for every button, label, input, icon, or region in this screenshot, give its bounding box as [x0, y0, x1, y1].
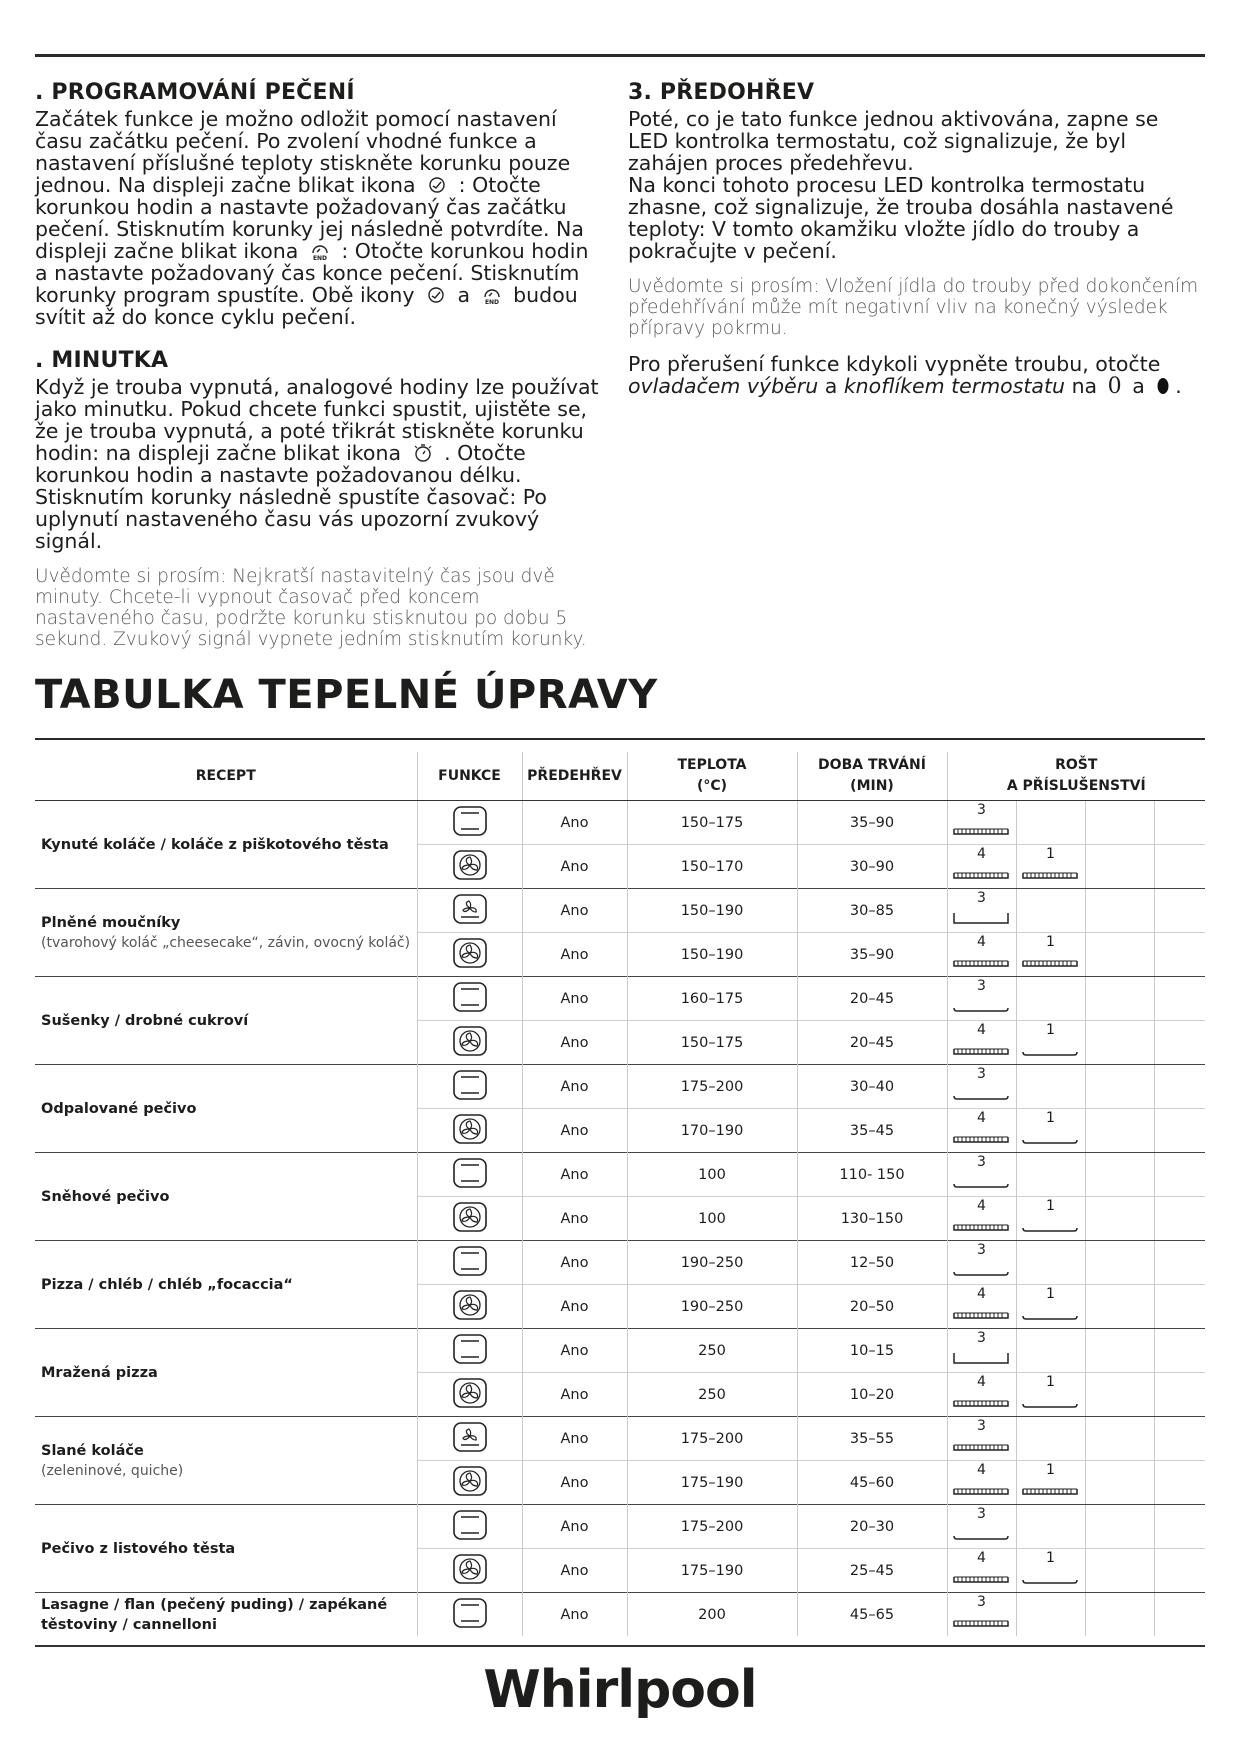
rack-slot	[1017, 1109, 1086, 1152]
rack-slot-empty	[1017, 1065, 1086, 1108]
section-title: 3. PŘEDOHŘEV	[628, 80, 815, 105]
conventional-function-icon	[451, 1068, 489, 1102]
rack-slot	[948, 1197, 1017, 1240]
temperature-value: 160–175	[627, 977, 797, 1021]
rack-slot	[948, 801, 1017, 844]
table-row	[35, 1153, 1205, 1197]
section-title: . PROGRAMOVÁNÍ PEČENÍ	[35, 80, 355, 105]
right-column	[628, 80, 1203, 418]
recipe-name: Mražená pizza	[35, 1329, 417, 1417]
rack-level: 1	[1046, 846, 1055, 862]
function-cell	[417, 1197, 522, 1241]
rack-cell	[947, 933, 1205, 977]
rack-slot-empty	[1017, 1417, 1086, 1460]
header-function: FUNKCE	[417, 752, 522, 801]
recipe-name: Sněhové pečivo	[35, 1153, 417, 1241]
rack-level: 1	[1046, 1374, 1055, 1390]
fan-function-icon	[451, 1200, 489, 1234]
table-row	[35, 1417, 1205, 1461]
rack-slot-empty	[1017, 889, 1086, 932]
timer-icon	[412, 443, 434, 463]
preheat-value: Ano	[522, 1021, 627, 1065]
fan-function-icon	[451, 1376, 489, 1410]
rack-cell	[947, 1593, 1205, 1637]
header-temperature: TEPLOTA (°C)	[627, 752, 797, 801]
rack-level: 1	[1046, 1550, 1055, 1566]
rack-cell	[947, 1153, 1205, 1197]
rack-slot-empty	[1086, 1329, 1155, 1372]
function-cell	[417, 977, 522, 1021]
preheat-value: Ano	[522, 1153, 627, 1197]
table-row	[35, 889, 1205, 933]
rack-level: 1	[1046, 1110, 1055, 1126]
end-time-icon	[481, 285, 503, 305]
preheat-value: Ano	[522, 1329, 627, 1373]
conventional-function-icon	[451, 1508, 489, 1542]
duration-value: 10–15	[797, 1329, 947, 1373]
fan-function-icon	[451, 848, 489, 882]
preheat-value: Ano	[522, 801, 627, 845]
duration-value: 35–45	[797, 1109, 947, 1153]
recipe-name: Slané koláče (zeleninové, quiche)	[35, 1417, 417, 1505]
function-cell	[417, 1153, 522, 1197]
header-duration: DOBA TRVÁNÍ (MIN)	[797, 752, 947, 801]
fan-function-icon	[451, 1552, 489, 1586]
recipe-name: Pizza / chléb / chléb „focaccia“	[35, 1241, 417, 1329]
rack-slot	[948, 1153, 1017, 1196]
rack-cell	[947, 1241, 1205, 1285]
preheat-value: Ano	[522, 977, 627, 1021]
rack-slot-empty	[1017, 1241, 1086, 1284]
conventional-function-icon	[451, 1332, 489, 1366]
preheat-value: Ano	[522, 845, 627, 889]
temperature-value: 250	[627, 1329, 797, 1373]
duration-value: 130–150	[797, 1197, 947, 1241]
duration-value: 20–50	[797, 1285, 947, 1329]
rack-level: 1	[1046, 1198, 1055, 1214]
function-cell	[417, 1021, 522, 1065]
rack-slot-empty	[1017, 1505, 1086, 1548]
rack-slot-empty	[1086, 1197, 1155, 1240]
duration-value: 35–55	[797, 1417, 947, 1461]
start-time-icon	[426, 175, 448, 195]
function-cell	[417, 1285, 522, 1329]
fan-function-icon	[451, 936, 489, 970]
rack-slot-empty	[1086, 1461, 1155, 1504]
rack-slot-empty	[1086, 845, 1155, 888]
duration-value: 30–40	[797, 1065, 947, 1109]
rack-level: 4	[977, 934, 986, 950]
rack-cell	[947, 1197, 1205, 1241]
table-row	[35, 1593, 1205, 1637]
rack-slot	[948, 1373, 1017, 1416]
rack-cell	[947, 889, 1205, 933]
temperature-value: 100	[627, 1197, 797, 1241]
left-column	[35, 80, 600, 670]
rack-slot	[948, 977, 1017, 1020]
preheat-value: Ano	[522, 1417, 627, 1461]
conventional-function-icon	[451, 1596, 489, 1630]
duration-value: 110- 150	[797, 1153, 947, 1197]
table-row	[35, 1241, 1205, 1285]
rack-level: 1	[1046, 1286, 1055, 1302]
section-programovani	[35, 80, 600, 328]
table-header-row	[35, 752, 1205, 801]
recipe-name: Kynuté koláče / koláče z piškotového těsta	[41, 836, 389, 853]
duration-value: 20–45	[797, 1021, 947, 1065]
rack-slot-empty	[1017, 1329, 1086, 1372]
svg-text:END: END	[484, 299, 499, 305]
rack-slot-empty	[1086, 1021, 1155, 1064]
rack-cell	[947, 1109, 1205, 1153]
rack-level: 3	[977, 1594, 986, 1610]
rack-cell	[947, 1065, 1205, 1109]
rack-slot	[1017, 1285, 1086, 1328]
rack-slot	[948, 1461, 1017, 1504]
temperature-value: 175–200	[627, 1417, 797, 1461]
function-cell	[417, 889, 522, 933]
function-cell	[417, 1373, 522, 1417]
duration-value: 45–60	[797, 1461, 947, 1505]
rack-level: 4	[977, 1286, 986, 1302]
duration-value: 10–20	[797, 1373, 947, 1417]
rack-level: 3	[977, 802, 986, 818]
rack-slot	[1017, 845, 1086, 888]
temperature-value: 200	[627, 1593, 797, 1637]
duration-value: 12–50	[797, 1241, 947, 1285]
table-row	[35, 801, 1205, 845]
function-cell	[417, 933, 522, 977]
duration-value: 20–45	[797, 977, 947, 1021]
function-cell	[417, 1593, 522, 1637]
temperature-value: 100	[627, 1153, 797, 1197]
preheat-value: Ano	[522, 1285, 627, 1329]
preheat-value: Ano	[522, 1549, 627, 1593]
rack-slot-empty	[1086, 1417, 1155, 1460]
footer-rule	[35, 1645, 1205, 1647]
rack-slot	[948, 1285, 1017, 1328]
rack-slot	[948, 1505, 1017, 1548]
rack-slot-empty	[1086, 801, 1155, 844]
preheat-value: Ano	[522, 1505, 627, 1549]
rack-level: 1	[1046, 934, 1055, 950]
knob-zero-position: 0	[1107, 374, 1122, 399]
temperature-value: 150–190	[627, 933, 797, 977]
duration-value: 35–90	[797, 801, 947, 845]
fan-function-icon	[451, 1112, 489, 1146]
table-title-rule	[35, 738, 1205, 740]
rack-slot-empty	[1086, 889, 1155, 932]
temperature-value: 190–250	[627, 1241, 797, 1285]
duration-value: 30–85	[797, 889, 947, 933]
rack-slot-empty	[1086, 1505, 1155, 1548]
table-row	[35, 1505, 1205, 1549]
rack-level: 4	[977, 1462, 986, 1478]
header-recipe: RECEPT	[35, 752, 417, 801]
rack-level: 3	[977, 1506, 986, 1522]
rack-cell	[947, 1329, 1205, 1373]
fan-function-icon	[451, 1288, 489, 1322]
rack-slot	[1017, 1021, 1086, 1064]
rack-cell	[947, 845, 1205, 889]
rack-slot	[1017, 1461, 1086, 1504]
temperature-value: 175–200	[627, 1065, 797, 1109]
rack-cell	[947, 1285, 1205, 1329]
preheat-value: Ano	[522, 1241, 627, 1285]
rack-slot-empty	[1086, 1153, 1155, 1196]
rack-slot	[948, 1329, 1017, 1372]
temperature-value: 175–190	[627, 1549, 797, 1593]
table-row	[35, 1065, 1205, 1109]
preheat-value: Ano	[522, 1461, 627, 1505]
function-cell	[417, 1065, 522, 1109]
rack-cell	[947, 1461, 1205, 1505]
fan-function-icon	[451, 1024, 489, 1058]
duration-value: 20–30	[797, 1505, 947, 1549]
rack-slot	[948, 1065, 1017, 1108]
temperature-value: 175–190	[627, 1461, 797, 1505]
section-body: Když je trouba vypnutá, analogové hodiny lze používat jako minutku. Pokud chcete funkci spustit, ujistěte se, že je trouba vypnutá, a poté třikrát stiskněte korunku hodin: na displeji začne blikat ikona . Otočte korunkou hodin a nastavte požadovanou délku. Stisknutím korunky následně spustíte časovač: Po uplynutí nastaveného času vás upozorní zvukový signál.	[35, 375, 599, 553]
section-minutka	[35, 348, 600, 650]
header-rack: ROŠT A PŘÍSLUŠENSTVÍ	[947, 752, 1205, 801]
header-preheat: PŘEDEHŘEV	[522, 752, 627, 801]
rack-cell	[947, 977, 1205, 1021]
function-cell	[417, 1417, 522, 1461]
fan-function-icon	[451, 1464, 489, 1498]
table-title: TABULKA TEPELNÉ ÚPRAVY	[35, 672, 658, 718]
whirlpool-logo: Whirlpool	[483, 1660, 757, 1720]
function-cell	[417, 1505, 522, 1549]
conventional-function-icon	[451, 980, 489, 1014]
rack-level: 4	[977, 1022, 986, 1038]
recipe-name: Pečivo z listového těsta	[35, 1505, 417, 1593]
rack-slot	[948, 1021, 1017, 1064]
rack-slot-empty	[1086, 1285, 1155, 1328]
rack-slot	[948, 1109, 1017, 1152]
temperature-value: 150–175	[627, 1021, 797, 1065]
duration-value: 45–65	[797, 1593, 947, 1637]
rack-slot-empty	[1017, 977, 1086, 1020]
temperature-value: 175–200	[627, 1505, 797, 1549]
section-note: Uvědomte si prosím: Vložení jídla do trouby před dokončením předehřívání může mít negativní vliv na konečný výsledek přípravy pokrmu.	[628, 276, 1199, 339]
temperature-value: 150–175	[627, 801, 797, 845]
section-body: Pro přerušení funkce kdykoli vypněte troubu, otočte ovladačem výběru a knoflíkem termostatu na 0 a .	[628, 352, 1182, 399]
rack-level: 3	[977, 1242, 986, 1258]
function-cell	[417, 1109, 522, 1153]
rack-slot-empty	[1086, 977, 1155, 1020]
temperature-value: 170–190	[627, 1109, 797, 1153]
rack-slot-empty	[1086, 1593, 1155, 1636]
rack-slot	[1017, 1373, 1086, 1416]
rack-slot	[948, 933, 1017, 976]
recipe-name: Plněné moučníky (tvarohový koláč „cheesecake“, závin, ovocný koláč)	[35, 889, 417, 977]
rack-slot	[948, 845, 1017, 888]
cooking-table	[35, 752, 1205, 1636]
preheat-value: Ano	[522, 889, 627, 933]
rack-slot	[948, 1417, 1017, 1460]
temperature-value: 150–190	[627, 889, 797, 933]
top-rule	[35, 54, 1205, 57]
rack-slot	[948, 1593, 1017, 1636]
table-row	[35, 1329, 1205, 1373]
conventional-function-icon	[451, 804, 489, 838]
section-predohrev	[628, 80, 1203, 398]
function-cell	[417, 1329, 522, 1373]
section-body: Poté, co je tato funkce jednou aktivována, zapne se LED kontrolka termostatu, což signalizuje, že byl zahájen proces předehřevu.	[628, 107, 1159, 175]
preheat-value: Ano	[522, 1373, 627, 1417]
rack-level: 3	[977, 978, 986, 994]
fan-bottom-function-icon	[451, 892, 489, 926]
rack-level: 3	[977, 1066, 986, 1082]
duration-value: 25–45	[797, 1549, 947, 1593]
rack-slot	[948, 1549, 1017, 1592]
rack-slot-empty	[1017, 1593, 1086, 1636]
rack-slot	[1017, 933, 1086, 976]
rack-level: 3	[977, 890, 986, 906]
recipe-name: Lasagne / flan (pečený puding) / zapékané těstoviny / cannelloni	[35, 1593, 417, 1637]
rack-cell	[947, 1021, 1205, 1065]
rack-level: 4	[977, 1374, 986, 1390]
duration-value: 30–90	[797, 845, 947, 889]
rack-slot-empty	[1086, 1241, 1155, 1284]
section-title: . MINUTKA	[35, 348, 169, 373]
section-body: Začátek funkce je možno odložit pomocí nastavení času začátku pečení. Po zvolení vhodné funkce a nastavení příslušné teploty stiskněte korunku pouze jednou. Na displeji začne blikat ikona : Otočte korunkou hodin a nastavte požadovaný čas začátku pečení. Stisknutím korunky jej následně potvrdíte. Na displeji začne blikat ikona END : Otočte korunkou hodin a nastavte požadovaný čas konce pečení. Stisknutím korunky program spustíte. Obě ikony a END budou svítit až do konce cyklu pečení.	[35, 107, 589, 329]
rack-level: 1	[1046, 1022, 1055, 1038]
rack-slot	[948, 1241, 1017, 1284]
conventional-function-icon	[451, 1244, 489, 1278]
section-body: Na konci tohoto procesu LED kontrolka termostatu zhasne, což signalizuje, že trouba dosáhla nastavené teploty: V tomto okamžiku vložte jídlo do trouby a pokračujte v pečení.	[628, 173, 1174, 263]
fan-bottom-function-icon	[451, 1420, 489, 1454]
rack-cell	[947, 1549, 1205, 1593]
function-cell	[417, 1549, 522, 1593]
rack-slot-empty	[1086, 933, 1155, 976]
rack-level: 3	[977, 1418, 986, 1434]
table-row	[35, 977, 1205, 1021]
rack-level: 4	[977, 1550, 986, 1566]
rack-level: 4	[977, 846, 986, 862]
knob-off-icon	[1155, 376, 1171, 396]
rack-cell	[947, 1505, 1205, 1549]
duration-value: 35–90	[797, 933, 947, 977]
rack-level: 3	[977, 1330, 986, 1346]
rack-slot-empty	[1086, 1373, 1155, 1416]
rack-slot-empty	[1017, 801, 1086, 844]
recipe-name: Odpalované pečivo	[35, 1065, 417, 1153]
rack-level: 3	[977, 1154, 986, 1170]
rack-slot	[948, 889, 1017, 932]
function-cell	[417, 845, 522, 889]
preheat-value: Ano	[522, 1109, 627, 1153]
preheat-value: Ano	[522, 933, 627, 977]
rack-slot-empty	[1017, 1153, 1086, 1196]
start-time-icon	[425, 285, 447, 305]
rack-cell	[947, 1417, 1205, 1461]
conventional-function-icon	[451, 1156, 489, 1190]
temperature-value: 190–250	[627, 1285, 797, 1329]
preheat-value: Ano	[522, 1197, 627, 1241]
rack-cell	[947, 1373, 1205, 1417]
function-cell	[417, 801, 522, 845]
recipe-name: Sušenky / drobné cukroví	[35, 977, 417, 1065]
temperature-value: 250	[627, 1373, 797, 1417]
preheat-value: Ano	[522, 1593, 627, 1637]
preheat-value: Ano	[522, 1065, 627, 1109]
section-note: Uvědomte si prosím: Nejkratší nastavitelný čas jsou dvě minuty. Chcete-li vypnout časovač před koncem nastaveného času, podržte korunku stisknutou po dobu 5 sekund. Zvukový signál vypnete jedním stisknutím korunky.	[35, 566, 587, 650]
rack-slot	[1017, 1549, 1086, 1592]
rack-cell	[947, 801, 1205, 845]
temperature-value: 150–170	[627, 845, 797, 889]
rack-slot	[1017, 1197, 1086, 1240]
rack-level: 1	[1046, 1462, 1055, 1478]
rack-slot-empty	[1086, 1109, 1155, 1152]
function-cell	[417, 1461, 522, 1505]
rack-slot-empty	[1086, 1065, 1155, 1108]
rack-level: 4	[977, 1198, 986, 1214]
function-cell	[417, 1241, 522, 1285]
rack-level: 4	[977, 1110, 986, 1126]
svg-text:END: END	[312, 255, 327, 261]
end-time-icon	[309, 241, 331, 261]
rack-slot-empty	[1086, 1549, 1155, 1592]
